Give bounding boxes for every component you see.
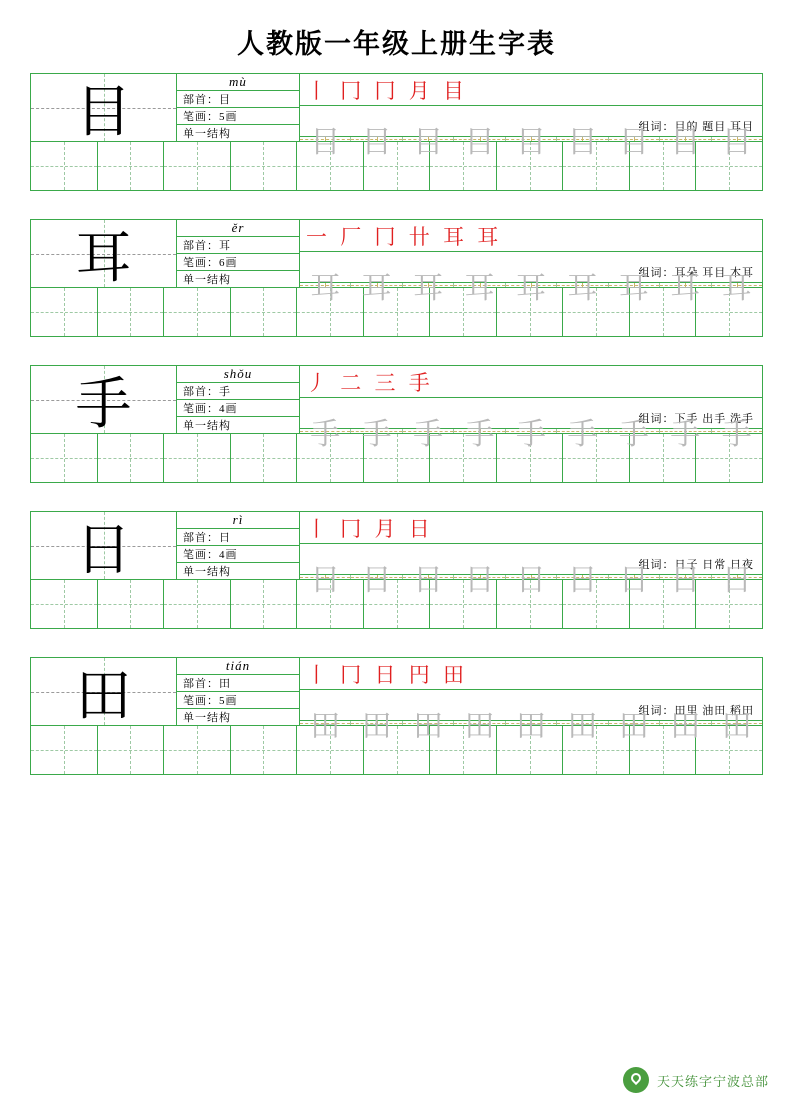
- tracing-character: 田: [464, 710, 495, 743]
- tracing-cell[interactable]: [300, 126, 351, 159]
- blank-cell[interactable]: [31, 142, 98, 190]
- character-practice-column: [300, 658, 762, 743]
- cell-horizontal-guide: [31, 312, 97, 313]
- tracing-cell[interactable]: [609, 418, 660, 451]
- radical-label: 部首：目: [177, 91, 299, 108]
- tracing-character: 手: [310, 418, 341, 451]
- tracing-cell[interactable]: [712, 564, 762, 597]
- tracing-cell[interactable]: [660, 710, 711, 743]
- blank-cell[interactable]: [31, 580, 98, 628]
- cell-horizontal-guide: [297, 312, 363, 313]
- blank-cell[interactable]: [231, 434, 298, 482]
- blank-cell[interactable]: [164, 434, 231, 482]
- cell-horizontal-guide: [231, 312, 297, 313]
- radical-label: 部首：耳: [177, 237, 299, 254]
- cell-horizontal-guide: [297, 458, 363, 459]
- blank-cell[interactable]: [31, 726, 98, 774]
- cell-horizontal-guide: [630, 312, 696, 313]
- tracing-character: 耳: [721, 272, 752, 305]
- tracing-cell[interactable]: [351, 418, 402, 451]
- tracing-cell[interactable]: [557, 564, 608, 597]
- pinyin-label: ěr: [177, 220, 299, 237]
- cell-horizontal-guide: [297, 166, 363, 167]
- cell-horizontal-guide: [364, 166, 430, 167]
- tracing-cell[interactable]: [557, 418, 608, 451]
- char-block-main: [31, 220, 762, 305]
- tracing-cell[interactable]: [557, 126, 608, 159]
- structure-label: 单一结构: [183, 566, 231, 578]
- tracing-cell[interactable]: [660, 564, 711, 597]
- cell-horizontal-guide: [31, 750, 97, 751]
- tracing-character: 耳: [618, 272, 649, 305]
- pinyin-label: mù: [177, 74, 299, 91]
- cell-horizontal-guide: [31, 166, 97, 167]
- tracing-cell[interactable]: [403, 126, 454, 159]
- tracing-cell[interactable]: [506, 126, 557, 159]
- blank-cell[interactable]: [98, 288, 165, 336]
- tracing-character: 日: [618, 564, 649, 597]
- cell-horizontal-guide: [563, 458, 629, 459]
- tracing-cell[interactable]: [506, 564, 557, 597]
- cell-horizontal-guide: [231, 166, 297, 167]
- tracing-character: 耳: [310, 272, 341, 305]
- character-info-column: [177, 220, 300, 287]
- tracing-character: 手: [567, 418, 598, 451]
- tracing-character: 手: [515, 418, 546, 451]
- tracing-character: 手: [464, 418, 495, 451]
- stroke-count-label: 笔画：6画: [177, 254, 299, 271]
- stroke-count-label: 笔画：5画: [177, 108, 299, 125]
- tracing-character: 耳: [464, 272, 495, 305]
- leaf-badge-icon: [623, 1067, 649, 1093]
- blank-cell[interactable]: [164, 142, 231, 190]
- tracing-cell[interactable]: [712, 418, 762, 451]
- stroke-order-row: 丿 二 三 手: [300, 366, 762, 398]
- tracing-character: 田: [310, 710, 341, 743]
- tracing-character: 田: [413, 710, 444, 743]
- tracing-character: 日: [413, 564, 444, 597]
- cell-horizontal-guide: [497, 458, 563, 459]
- tracing-character: 田: [361, 710, 392, 743]
- tracing-cell[interactable]: [712, 710, 762, 743]
- cell-horizontal-guide: [164, 750, 230, 751]
- tracing-character: 日: [515, 564, 546, 597]
- words-row: 组词：下手 出手 洗手: [300, 398, 762, 429]
- stroke-order-row: 丨 冂 日 円 田: [300, 658, 762, 690]
- tracing-cell[interactable]: [609, 710, 660, 743]
- tracing-character: 手: [618, 418, 649, 451]
- tracing-character: 手: [413, 418, 444, 451]
- tracing-cell[interactable]: [403, 418, 454, 451]
- stroke-count-label: 笔画：4画: [177, 400, 299, 417]
- tracing-character: 手: [721, 418, 752, 451]
- character-info-column: [177, 74, 300, 141]
- blank-cell[interactable]: [164, 288, 231, 336]
- cell-horizontal-guide: [31, 604, 97, 605]
- blank-cell[interactable]: [98, 580, 165, 628]
- tracing-cell[interactable]: [351, 564, 402, 597]
- tracing-cell[interactable]: [609, 126, 660, 159]
- tracing-character: 耳: [515, 272, 546, 305]
- cell-horizontal-guide: [364, 458, 430, 459]
- blank-practice-row: [31, 580, 762, 628]
- cell-horizontal-guide: [430, 458, 496, 459]
- stroke-order-row: 丨 冂 冂 月 目: [300, 74, 762, 106]
- page-title: 人教版一年级上册生字表: [237, 29, 556, 59]
- words-row: 组词：田里 油田 稻田: [300, 690, 762, 721]
- tracing-character: 目: [464, 126, 495, 159]
- cell-horizontal-guide: [696, 458, 762, 459]
- tracing-character: 目: [670, 126, 701, 159]
- tracing-cell[interactable]: [351, 126, 402, 159]
- blank-cell[interactable]: [31, 288, 98, 336]
- cell-horizontal-guide: [563, 604, 629, 605]
- cell-horizontal-guide: [630, 458, 696, 459]
- cell-horizontal-guide: [31, 458, 97, 459]
- tracing-cell[interactable]: [454, 710, 505, 743]
- structure-label: 单一结构: [183, 420, 231, 432]
- tracing-cell[interactable]: [609, 564, 660, 597]
- tracing-cell[interactable]: [403, 710, 454, 743]
- cell-horizontal-guide: [563, 166, 629, 167]
- blank-cell[interactable]: [98, 142, 165, 190]
- tracing-cell[interactable]: [506, 418, 557, 451]
- pinyin-label: shǒu: [177, 366, 299, 383]
- tracing-cell[interactable]: [454, 126, 505, 159]
- cell-horizontal-guide: [364, 750, 430, 751]
- stroke-count-label: 笔画：5画: [177, 692, 299, 709]
- tracing-character: 田: [721, 710, 752, 743]
- tracing-cell[interactable]: [300, 564, 351, 597]
- big-character-cell: [31, 512, 177, 582]
- tracing-cell[interactable]: [351, 272, 402, 305]
- cell-horizontal-guide: [231, 604, 297, 605]
- cell-horizontal-guide: [430, 312, 496, 313]
- tracing-character: 目: [721, 126, 752, 159]
- tracing-character: 耳: [567, 272, 598, 305]
- structure-label: 单一结构: [183, 128, 231, 140]
- tracing-character: 手: [670, 418, 701, 451]
- tracing-character: 耳: [413, 272, 444, 305]
- radical-label: 部首：田: [177, 675, 299, 692]
- big-character: 田: [75, 665, 132, 728]
- blank-cell[interactable]: [231, 580, 298, 628]
- cell-horizontal-guide: [696, 604, 762, 605]
- char-block: [30, 365, 763, 483]
- radical-label: 部首：手: [177, 383, 299, 400]
- words-row: 组词：耳朵 耳目 木耳: [300, 252, 762, 283]
- pinyin-label: tián: [177, 658, 299, 675]
- character-info-column: [177, 366, 300, 433]
- tracing-cell[interactable]: [300, 272, 351, 305]
- tracing-character: 目: [515, 126, 546, 159]
- big-character: 耳: [75, 227, 132, 290]
- tracing-cell[interactable]: [300, 710, 351, 743]
- character-practice-column: [300, 220, 762, 305]
- cell-horizontal-guide: [497, 166, 563, 167]
- character-info-column: [177, 512, 300, 579]
- blank-cell[interactable]: [164, 726, 231, 774]
- cell-horizontal-guide: [497, 604, 563, 605]
- tracing-character: 目: [567, 126, 598, 159]
- blank-cell[interactable]: [231, 288, 298, 336]
- character-info-column: [177, 658, 300, 725]
- footer-watermark: [623, 1067, 769, 1093]
- cell-horizontal-guide: [98, 312, 164, 313]
- tracing-cell[interactable]: [712, 272, 762, 305]
- blank-cell[interactable]: [98, 726, 165, 774]
- tracing-character: 田: [567, 710, 598, 743]
- stroke-order-row: 一 厂 冂 卄 耳 耳: [300, 220, 762, 252]
- tracing-cell[interactable]: [712, 126, 762, 159]
- worksheet-sheet: [30, 73, 763, 775]
- tracing-character: 日: [670, 564, 701, 597]
- structure-label: 单一结构: [183, 712, 231, 724]
- tracing-cell[interactable]: [403, 272, 454, 305]
- cell-horizontal-guide: [297, 750, 363, 751]
- blank-practice-row: [31, 434, 762, 482]
- tracing-character: 日: [361, 564, 392, 597]
- tracing-cell[interactable]: [454, 272, 505, 305]
- character-practice-column: [300, 512, 762, 597]
- tracing-cell[interactable]: [506, 710, 557, 743]
- tracing-character: 日: [464, 564, 495, 597]
- blank-cell[interactable]: [31, 434, 98, 482]
- cell-horizontal-guide: [164, 166, 230, 167]
- tracing-cell[interactable]: [351, 710, 402, 743]
- tracing-character: 目: [310, 126, 341, 159]
- cell-horizontal-guide: [98, 604, 164, 605]
- big-character-cell: [31, 220, 177, 290]
- big-character-cell: [31, 658, 177, 728]
- tracing-cell[interactable]: [660, 272, 711, 305]
- cell-horizontal-guide: [98, 166, 164, 167]
- cell-horizontal-guide: [164, 604, 230, 605]
- tracing-cell[interactable]: [557, 272, 608, 305]
- character-practice-column: [300, 366, 762, 451]
- big-character-cell: [31, 366, 177, 436]
- cell-horizontal-guide: [563, 750, 629, 751]
- character-practice-column: [300, 74, 762, 159]
- tracing-character: 耳: [361, 272, 392, 305]
- cell-horizontal-guide: [430, 604, 496, 605]
- cell-horizontal-guide: [164, 312, 230, 313]
- char-block: [30, 657, 763, 775]
- char-block: [30, 73, 763, 191]
- cell-horizontal-guide: [563, 312, 629, 313]
- cell-horizontal-guide: [364, 312, 430, 313]
- tracing-cell[interactable]: [609, 272, 660, 305]
- cell-horizontal-guide: [430, 166, 496, 167]
- tracing-cell[interactable]: [403, 564, 454, 597]
- cell-horizontal-guide: [98, 458, 164, 459]
- big-character: 手: [75, 373, 132, 436]
- char-block: [30, 511, 763, 629]
- tracing-character: 日: [567, 564, 598, 597]
- tracing-character: 目: [361, 126, 392, 159]
- cell-horizontal-guide: [231, 458, 297, 459]
- cell-horizontal-guide: [497, 312, 563, 313]
- tracing-cell[interactable]: [454, 418, 505, 451]
- stroke-order-row: 丨 冂 月 日: [300, 512, 762, 544]
- tracing-cell[interactable]: [660, 126, 711, 159]
- char-block: [30, 219, 763, 337]
- tracing-character: 田: [515, 710, 546, 743]
- tracing-character: 目: [413, 126, 444, 159]
- tracing-character: 目: [618, 126, 649, 159]
- blank-cell[interactable]: [231, 726, 298, 774]
- words-row: 组词：目的 题目 耳目: [300, 106, 762, 137]
- footer-text: 天天练字宁波总部: [656, 1073, 769, 1089]
- tracing-cell[interactable]: [454, 564, 505, 597]
- tracing-cell[interactable]: [557, 710, 608, 743]
- stroke-count-label: 笔画：4画: [177, 546, 299, 563]
- cell-horizontal-guide: [164, 458, 230, 459]
- big-character-cell: [31, 74, 177, 144]
- cell-horizontal-guide: [297, 604, 363, 605]
- radical-label: 部首：日: [177, 529, 299, 546]
- tracing-character: 日: [721, 564, 752, 597]
- char-block-main: [31, 658, 762, 743]
- cell-horizontal-guide: [696, 750, 762, 751]
- tracing-cell[interactable]: [660, 418, 711, 451]
- tracing-character: 手: [361, 418, 392, 451]
- cell-horizontal-guide: [696, 166, 762, 167]
- cell-horizontal-guide: [430, 750, 496, 751]
- cell-horizontal-guide: [630, 750, 696, 751]
- big-character: 目: [75, 81, 132, 144]
- cell-horizontal-guide: [630, 604, 696, 605]
- blank-cell[interactable]: [231, 142, 298, 190]
- tracing-cell[interactable]: [506, 272, 557, 305]
- blank-practice-row: [31, 288, 762, 336]
- tracing-character: 田: [618, 710, 649, 743]
- char-block-main: [31, 512, 762, 597]
- cell-horizontal-guide: [98, 750, 164, 751]
- blank-cell[interactable]: [164, 580, 231, 628]
- cell-horizontal-guide: [231, 750, 297, 751]
- tracing-cell[interactable]: [300, 418, 351, 451]
- words-row: 组词：日子 日常 日夜: [300, 544, 762, 575]
- cell-horizontal-guide: [696, 312, 762, 313]
- blank-practice-row: [31, 726, 762, 774]
- tracing-character: 日: [310, 564, 341, 597]
- blank-practice-row: [31, 142, 762, 190]
- cell-horizontal-guide: [364, 604, 430, 605]
- blank-cell[interactable]: [98, 434, 165, 482]
- cell-horizontal-guide: [630, 166, 696, 167]
- cell-horizontal-guide: [497, 750, 563, 751]
- char-block-main: [31, 74, 762, 159]
- tracing-character: 耳: [670, 272, 701, 305]
- structure-label: 单一结构: [183, 274, 231, 286]
- pinyin-label: rì: [177, 512, 299, 529]
- char-block-main: [31, 366, 762, 451]
- tracing-character: 田: [670, 710, 701, 743]
- big-character: 日: [75, 519, 132, 582]
